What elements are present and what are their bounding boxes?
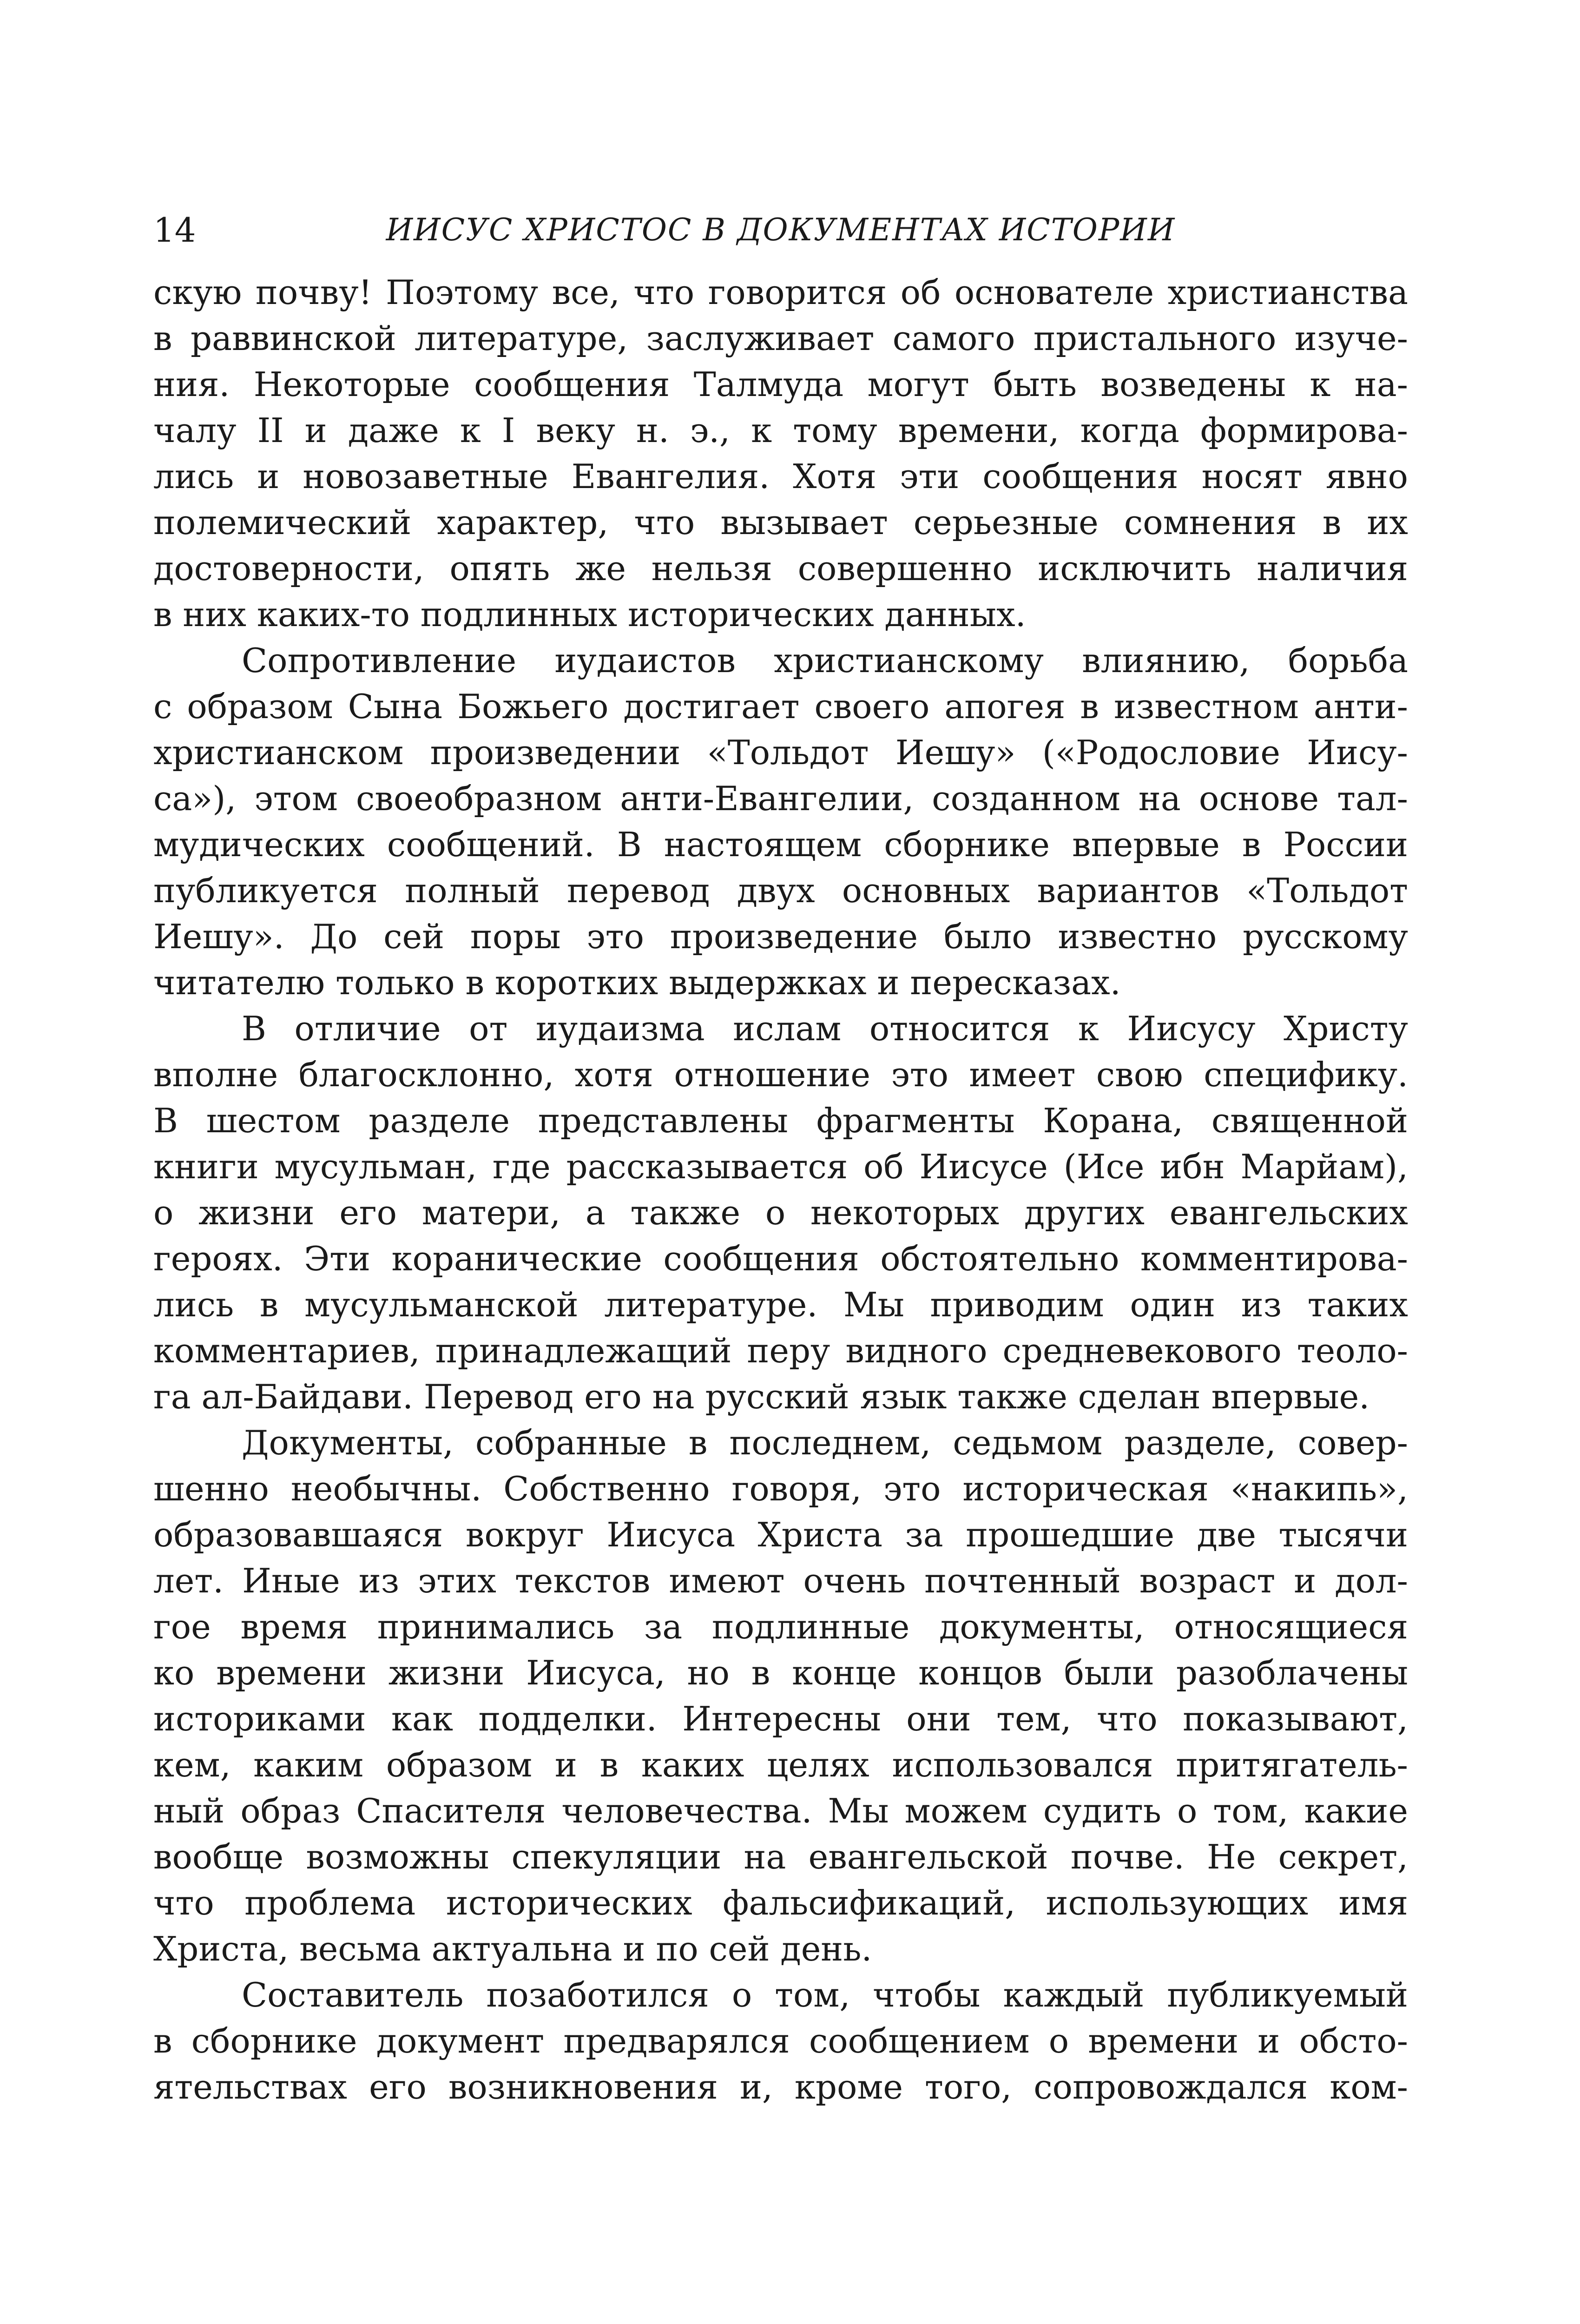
text-line: скую почву! Поэтому все, что говорится об основателе христианства — [153, 273, 1408, 312]
text-line: ния. Некоторые сообщения Талмуда могут быть возведены к на- — [153, 365, 1408, 404]
text-line: в сборнике документ предварялся сообщением о времени и обсто- — [153, 2021, 1408, 2060]
text-line: ный образ Спасителя человечества. Мы можем судить о том, какие — [153, 1791, 1408, 1830]
text-line: га ал-Байдави. Перевод его на русский язык также сделан впервые. — [153, 1377, 1370, 1416]
text-line: христианском произведении «Тольдот Иешу» («Родословие Иису- — [153, 733, 1408, 772]
running-head — [153, 198, 1408, 249]
body-text — [153, 270, 1408, 2110]
text-line: лись в мусульманской литературе. Мы приводим один из таких — [153, 1285, 1408, 1324]
text-line: достоверности, опять же нельзя совершенно исключить наличия — [153, 549, 1408, 588]
text-line: что проблема исторических фальсификаций, использующих имя — [153, 1883, 1408, 1922]
text-line: в раввинской литературе, заслуживает самого пристального изуче- — [153, 319, 1408, 358]
text-line: героях. Эти коранические сообщения обстоятельно комментирова- — [153, 1239, 1408, 1278]
text-line: читателю только в коротких выдержках и пересказах. — [153, 963, 1121, 1002]
text-line: кем, каким образом и в каких целях использовался притягатель- — [153, 1745, 1408, 1784]
text-line: историками как подделки. Интересны они тем, что показывают, — [153, 1699, 1408, 1738]
text-line: комментариев, принадлежащий перу видного средневекового теоло- — [153, 1331, 1408, 1370]
text-line: Иешу». До сей поры это произведение было известно русскому — [153, 917, 1408, 956]
text-line: В отличие от иудаизма ислам относится к Иисусу Христу — [242, 1009, 1408, 1048]
text-line: гое время принимались за подлинные документы, относящиеся — [153, 1607, 1408, 1646]
running-title: ИИСУС ХРИСТОС В ДОКУМЕНТАХ ИСТОРИИ — [386, 212, 1176, 248]
text-line: ко времени жизни Иисуса, но в конце концов были разоблачены — [153, 1653, 1408, 1692]
text-line: Сопротивление иудаистов христианскому влиянию, борьба — [242, 641, 1408, 680]
text-line: с образом Сына Божьего достигает своего апогея в известном анти- — [153, 687, 1408, 726]
text-line: шенно необычны. Собственно говоря, это историческая «накипь», — [153, 1469, 1408, 1508]
text-line: ятельствах его возникновения и, кроме того, сопровождался ком- — [153, 2067, 1408, 2106]
text-line: вообще возможны спекуляции на евангельской почве. Не секрет, — [153, 1837, 1408, 1876]
text-line: Христа, весьма актуальна и по сей день. — [153, 1929, 872, 1968]
text-line: мудических сообщений. В настоящем сборнике впервые в России — [153, 825, 1408, 864]
text-line: чалу II и даже к I веку н. э., к тому времени, когда формирова- — [153, 411, 1408, 450]
text-line: о жизни его матери, а также о некоторых других евангельских — [153, 1193, 1408, 1232]
text-line: книги мусульман, где рассказывается об Иисусе (Исе ибн Марйам), — [153, 1147, 1408, 1186]
paragraph — [153, 638, 1408, 1006]
text-line: Документы, собранные в последнем, седьмом разделе, совер- — [242, 1423, 1408, 1462]
page-number: 14 — [153, 211, 196, 250]
text-line: вполне благосклонно, хотя отношение это имеет свою специфику. — [153, 1055, 1408, 1094]
text-line: полемический характер, что вызывает серьезные сомнения в их — [153, 503, 1408, 542]
text-line: лет. Иные из этих текстов имеют очень почтенный возраст и дол- — [153, 1561, 1408, 1600]
paragraph — [153, 270, 1408, 638]
text-line: публикуется полный перевод двух основных вариантов «Тольдот — [153, 871, 1408, 910]
text-line: образовавшаяся вокруг Иисуса Христа за прошедшие две тысячи — [153, 1515, 1408, 1554]
paragraph — [153, 1006, 1408, 1420]
paragraph — [153, 1420, 1408, 1972]
text-line: лись и новозаветные Евангелия. Хотя эти сообщения носят явно — [153, 457, 1408, 496]
text-line: са»), этом своеобразном анти-Евангелии, созданном на основе тал- — [153, 779, 1408, 818]
text-line: Составитель позаботился о том, чтобы каждый публикуемый — [242, 1975, 1408, 2014]
text-line: в них каких-то подлинных исторических данных. — [153, 595, 1026, 634]
text-line: В шестом разделе представлены фрагменты Корана, священной — [153, 1101, 1408, 1140]
paragraph — [153, 1972, 1408, 2110]
